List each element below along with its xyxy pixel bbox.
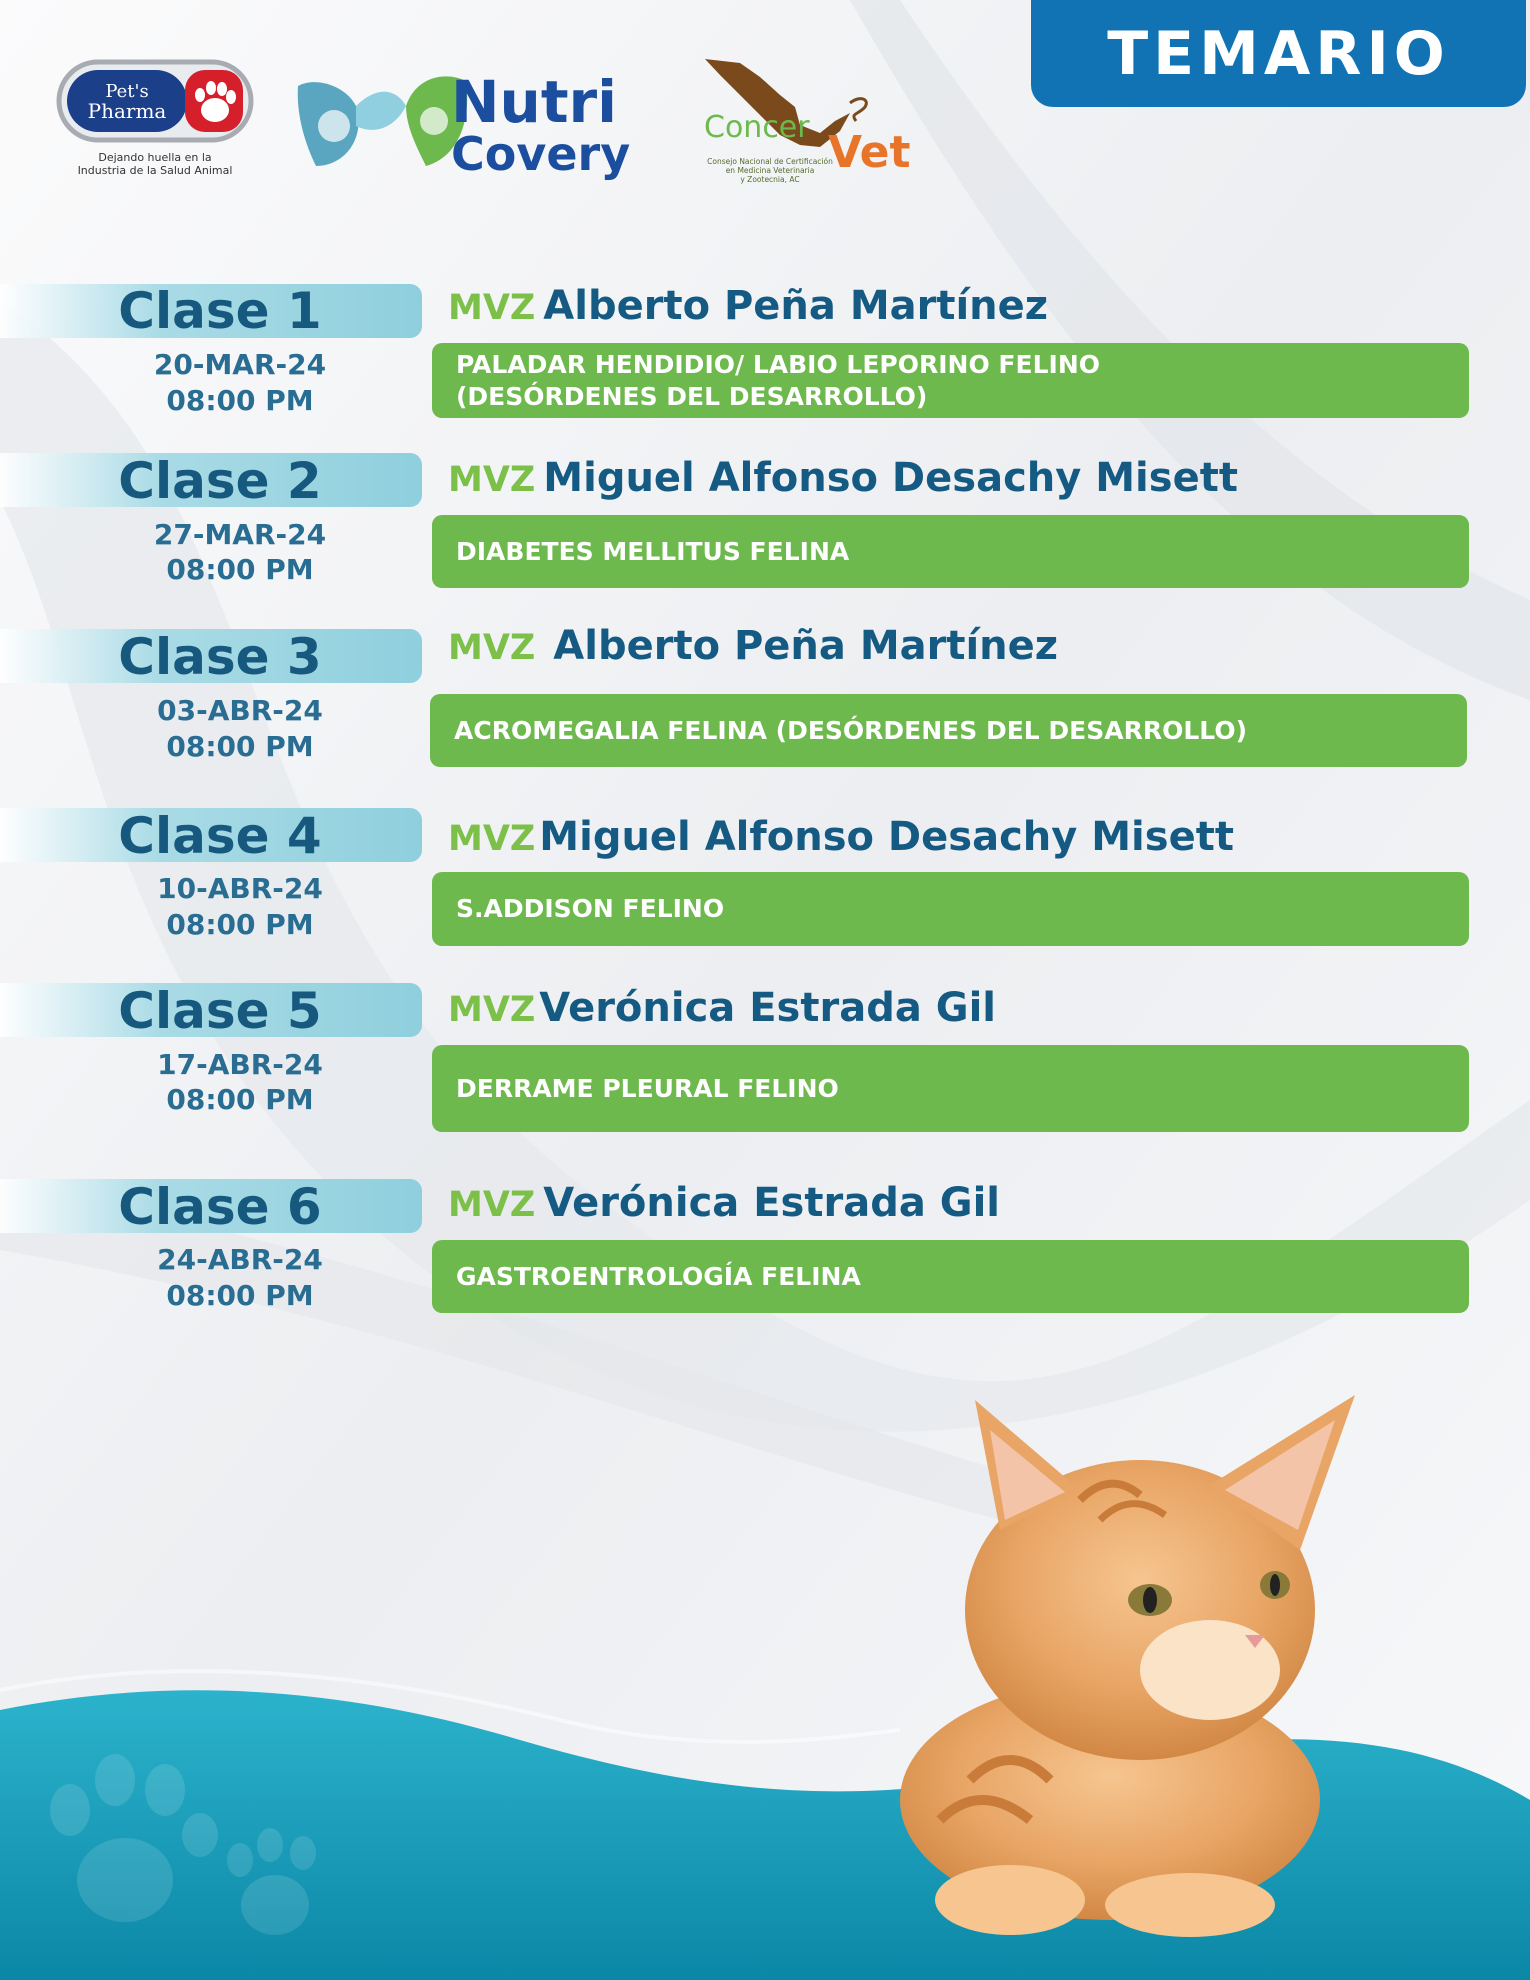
speaker xyxy=(448,811,1234,863)
topic-box xyxy=(432,343,1469,418)
class-time: 08:00 PM xyxy=(166,1279,314,1312)
class-date: 03-ABR-24 xyxy=(157,694,323,727)
topic-line: DIABETES MELLITUS FELINA xyxy=(456,536,850,566)
speaker xyxy=(448,1177,1000,1229)
class-time: 08:00 PM xyxy=(166,908,314,941)
topic-box xyxy=(432,872,1469,946)
topic-line: ACROMEGALIA FELINA (DESÓRDENES DEL DESARROLLO) xyxy=(454,715,1248,745)
nutricovery-logo xyxy=(296,66,656,186)
class-title: Clase 2 xyxy=(118,452,322,510)
class-time: 08:00 PM xyxy=(166,384,314,417)
speaker xyxy=(448,982,996,1034)
topic-box xyxy=(432,1045,1469,1132)
class-date: 20-MAR-24 xyxy=(153,348,327,381)
speaker-name: Verónica Estrada Gil xyxy=(543,1180,1000,1226)
mvz-prefix: MVZ xyxy=(448,990,536,1030)
topic-line: PALADAR HENDIDIO/ LABIO LEPORINO FELINO xyxy=(456,349,1100,379)
svg-text:Pharma: Pharma xyxy=(87,99,167,123)
class-date: 27-MAR-24 xyxy=(153,518,327,551)
class-time: 08:00 PM xyxy=(166,1083,314,1116)
class-title: Clase 4 xyxy=(118,807,322,865)
cat-image xyxy=(880,1380,1420,1940)
topic-line: (DESÓRDENES DEL DESARROLLO) xyxy=(456,381,928,411)
topic-box xyxy=(430,694,1467,767)
speaker xyxy=(448,620,1058,672)
mvz-prefix: MVZ xyxy=(448,819,536,859)
speaker-name: Miguel Alfonso Desachy Misett xyxy=(539,814,1234,860)
class-date: 17-ABR-24 xyxy=(157,1048,323,1081)
svg-text:Vet: Vet xyxy=(828,127,911,178)
page-title: TEMARIO xyxy=(1107,18,1450,89)
speaker-name: Alberto Peña Martínez xyxy=(543,283,1049,329)
class-date: 10-ABR-24 xyxy=(157,872,323,905)
pets-pharma-tagline: Dejando huella en la Industria de la Salud Animal xyxy=(77,151,233,177)
topic-line: S.ADDISON FELINO xyxy=(456,894,725,923)
speaker-name: Miguel Alfonso Desachy Misett xyxy=(543,455,1238,501)
svg-text:Concer: Concer xyxy=(704,110,810,145)
speaker-name: Verónica Estrada Gil xyxy=(539,985,996,1031)
speaker xyxy=(448,280,1048,332)
topic-box xyxy=(432,515,1469,588)
mvz-prefix: MVZ xyxy=(448,460,536,500)
speaker-name: Alberto Peña Martínez xyxy=(553,623,1059,669)
svg-text:Pet's: Pet's xyxy=(105,81,149,102)
class-title: Clase 5 xyxy=(118,982,322,1040)
mvz-prefix: MVZ xyxy=(448,1185,536,1225)
svg-text:Covery: Covery xyxy=(451,127,631,181)
class-time: 08:00 PM xyxy=(166,553,314,586)
topic-line: DERRAME PLEURAL FELINO xyxy=(456,1073,839,1103)
class-date: 24-ABR-24 xyxy=(157,1243,323,1276)
header-tab xyxy=(1031,0,1526,107)
topic-line: GASTROENTROLOGÍA FELINA xyxy=(456,1261,861,1291)
class-title: Clase 1 xyxy=(118,282,322,340)
topic-box xyxy=(432,1240,1469,1313)
speaker xyxy=(448,452,1238,504)
class-title: Clase 3 xyxy=(118,628,322,686)
class-title: Clase 6 xyxy=(118,1178,322,1236)
mvz-prefix: MVZ xyxy=(448,628,536,668)
concervet-subtitle: Consejo Nacional de Certificación en Medicina Veterinaria y Zootecnia, AC xyxy=(707,157,833,184)
mvz-prefix: MVZ xyxy=(448,288,536,328)
class-time: 08:00 PM xyxy=(166,730,314,763)
svg-text:Nutri: Nutri xyxy=(451,68,618,136)
